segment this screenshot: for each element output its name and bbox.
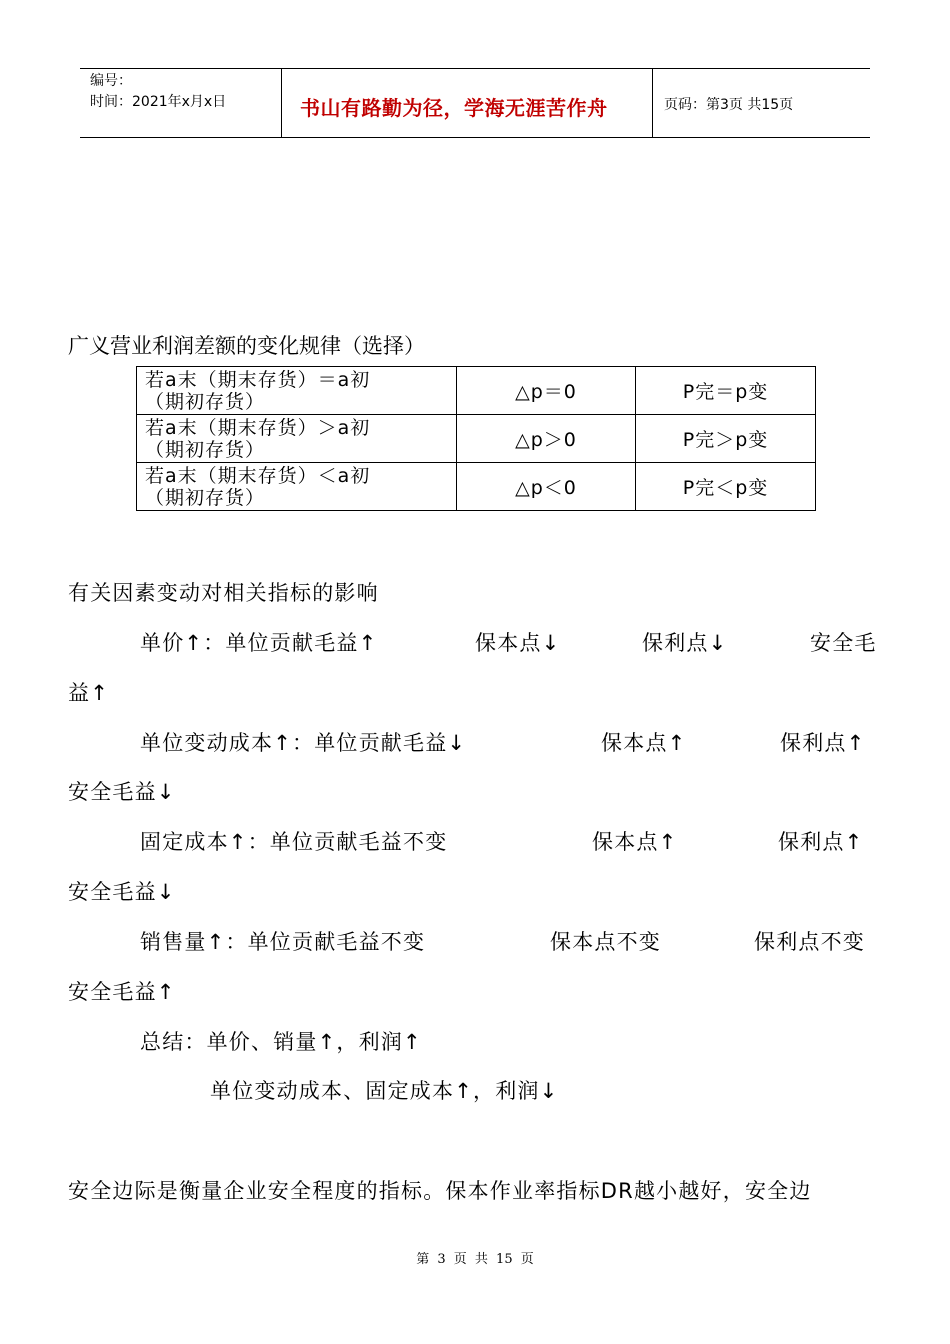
delta-cell: △p＜0 — [457, 463, 636, 511]
item-lead: 固定成本↑：单位贡献毛益不变 — [140, 830, 448, 854]
page-code: 页码：第3页 共15页 — [664, 97, 794, 113]
motto: 书山有路勤为径，学海无涯苦作舟 — [300, 96, 608, 120]
result-cell: P完＞p变 — [636, 415, 816, 463]
item-lead: 销售量↑：单位贡献毛益不变 — [140, 930, 426, 954]
number-label: 编号： — [90, 73, 132, 89]
table-row — [137, 367, 816, 415]
section1-title: 广义营业利润差额的变化规律（选择） — [68, 334, 425, 358]
condition-line2: （期初存货） — [145, 486, 266, 509]
condition-cell — [137, 463, 457, 511]
condition-line1: 若a末（期末存货）＜a初 — [145, 464, 371, 487]
summary-line1: 总结：单价、销量↑，利润↑ — [140, 1030, 422, 1054]
item-target-profit: 保利点↑ — [778, 830, 864, 854]
time-label: 时间：2021年x月x日 — [90, 94, 227, 110]
item-lead: 单价↑：单位贡献毛益↑ — [140, 631, 378, 655]
item-breakeven: 保本点↓ — [475, 631, 561, 655]
item-target-profit: 保利点↓ — [642, 631, 728, 655]
item-safety-partial: 安全毛 — [810, 631, 877, 655]
result-cell: P完＜p变 — [636, 463, 816, 511]
page-footer: 第 3 页 共 15 页 — [416, 1252, 534, 1267]
item-lead: 单位变动成本↑：单位贡献毛益↓ — [140, 731, 467, 755]
condition-line1: 若a末（期末存货）＝a初 — [145, 368, 371, 391]
table-row — [137, 415, 816, 463]
condition-cell — [137, 415, 457, 463]
header-motto-cell — [281, 69, 653, 137]
delta-cell: △p＝0 — [457, 367, 636, 415]
delta-cell: △p＞0 — [457, 415, 636, 463]
table-row — [137, 463, 816, 511]
item-breakeven: 保本点↑ — [592, 830, 678, 854]
item-continuation: 安全毛益↓ — [68, 880, 176, 904]
item-target-profit: 保利点↑ — [780, 731, 866, 755]
item-target-profit: 保利点不变 — [754, 930, 865, 954]
section3-text: 安全边际是衡量企业安全程度的指标。保本作业率指标DR越小越好，安全边 — [68, 1179, 812, 1203]
condition-line1: 若a末（期末存货）＞a初 — [145, 416, 371, 439]
summary-line2: 单位变动成本、固定成本↑，利润↓ — [210, 1079, 559, 1103]
item-continuation: 益↑ — [68, 681, 109, 705]
item-continuation: 安全毛益↓ — [68, 780, 176, 804]
header-info — [80, 69, 280, 137]
item-breakeven: 保本点↑ — [601, 731, 687, 755]
condition-cell — [137, 367, 457, 415]
condition-line2: （期初存货） — [145, 438, 266, 461]
profit-rules-table — [136, 366, 816, 511]
condition-line2: （期初存货） — [145, 390, 266, 413]
result-cell: P完＝p变 — [636, 367, 816, 415]
header-page-cell — [654, 69, 870, 137]
section2-title: 有关因素变动对相关指标的影响 — [68, 581, 379, 605]
item-continuation: 安全毛益↑ — [68, 980, 176, 1004]
item-breakeven: 保本点不变 — [550, 930, 661, 954]
page-header — [80, 68, 870, 138]
